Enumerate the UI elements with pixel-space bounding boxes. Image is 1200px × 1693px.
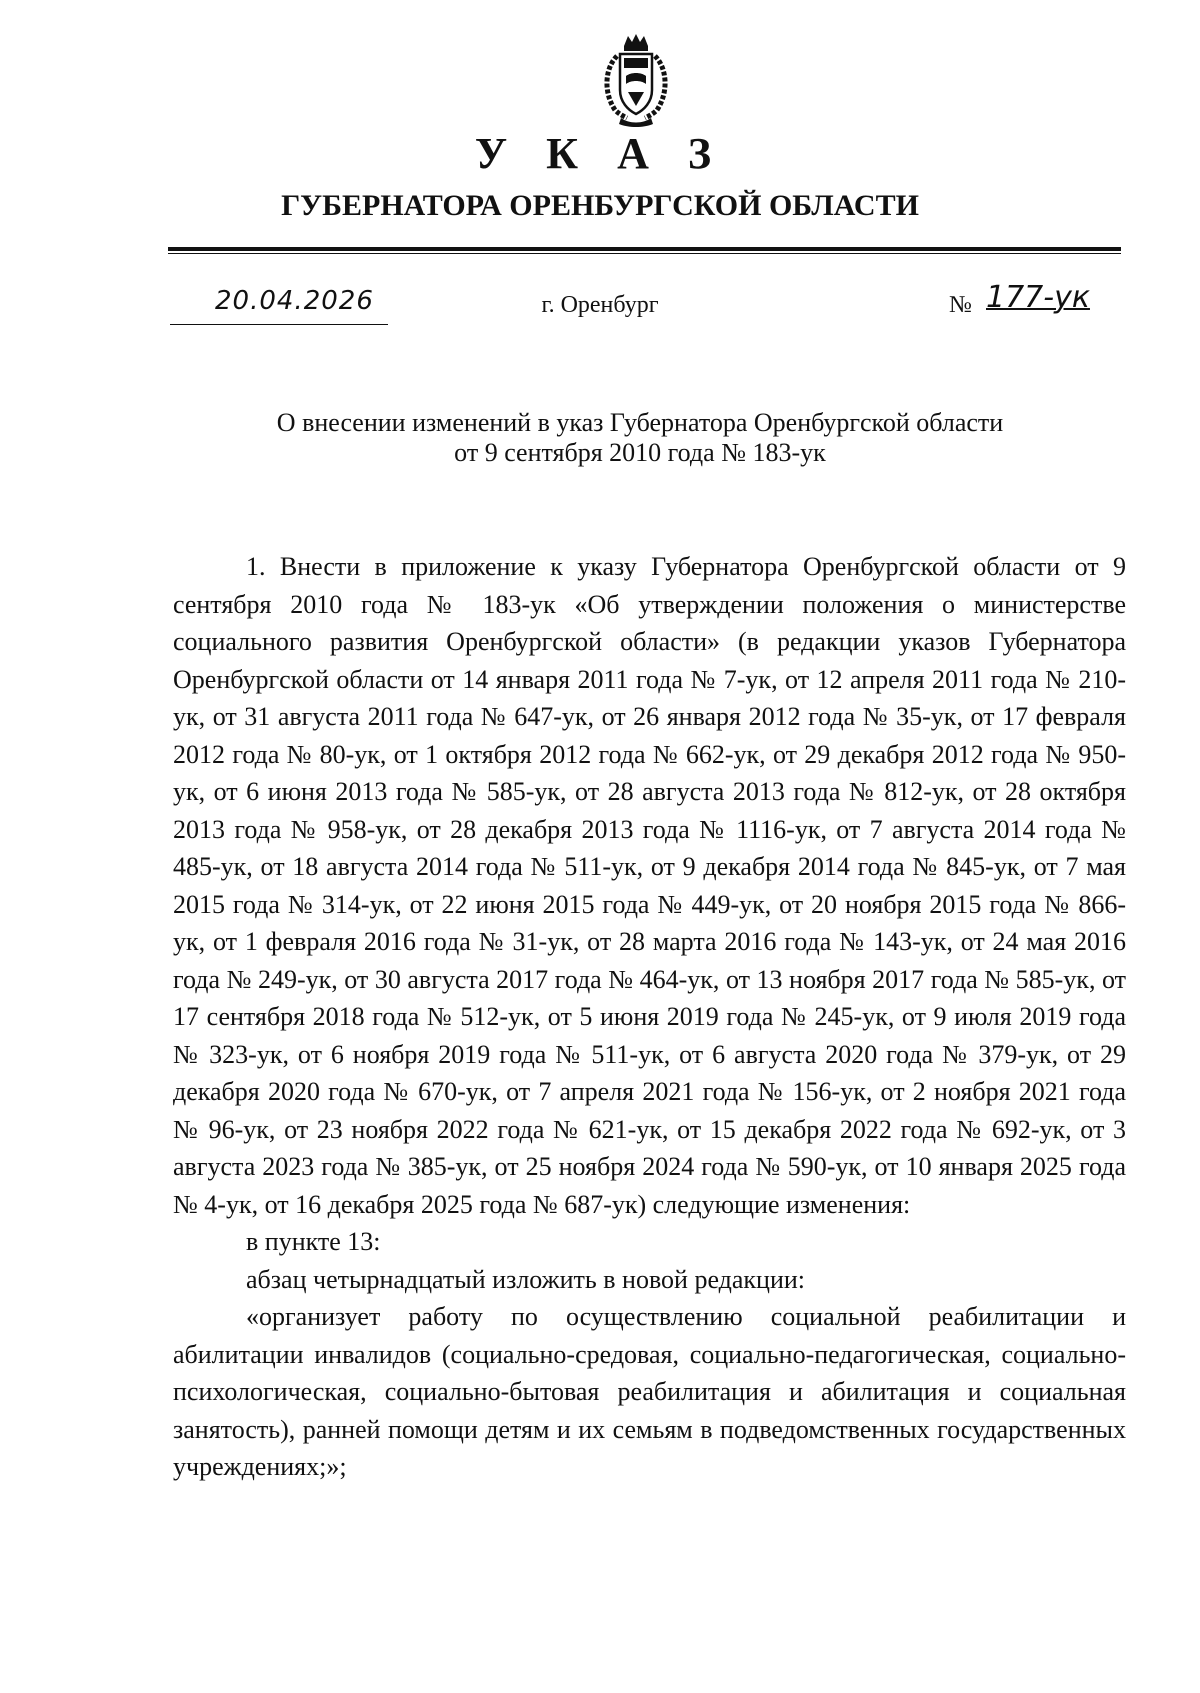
header-divider-thick: [168, 247, 1121, 251]
coat-of-arms-icon: [597, 32, 675, 128]
document-subject: [200, 408, 1080, 468]
number-sign: №: [949, 292, 972, 318]
subject-line-2: от 9 сентября 2010 года № 183-ук: [454, 438, 826, 467]
body-paragraph-3: абзац четырнадцатый изложить в новой редакции:: [246, 1264, 806, 1294]
subject-line-1: О внесении изменений в указ Губернатора Оренбургской области: [276, 408, 1004, 437]
header-divider-thin: [168, 253, 1121, 254]
body-paragraph-2: в пункте 13:: [246, 1227, 381, 1256]
document-number-field: [949, 280, 1129, 328]
city-label: г. Оренбург: [541, 292, 659, 318]
issuer-title: ГУБЕРНАТОРА ОРЕНБУРГСКОЙ ОБЛАСТИ: [281, 189, 919, 222]
handwritten-date: 20.04.2026: [215, 286, 374, 316]
document-type-title: У К А З: [474, 129, 726, 178]
document-body: [173, 548, 1126, 1486]
handwritten-document-number: 177-ук: [986, 280, 1090, 315]
body-paragraph-4: «организует работу по осуществлению социальной реабилитации и абилитации инвалидов (социально-средовая, социально-педагогическая, социально-психологическая, социально-бытовая реабилитация и абилитация и социальная занятость), ранней помощи детям и их семьям в подведомственных государственных учреждениях;»;: [173, 1302, 1126, 1481]
document-meta-row: [0, 280, 1200, 330]
body-paragraph-1: 1. Внести в приложение к указу Губернатора Оренбургской области от 9 сентября 2010 года № 183-ук «Об утверждении положения о министерстве социального развития Оренбургской области» (в редакции указов Губернатора Оренбургской области от 14 января 2011 года № 7-ук, от 12 апреля 2011 года № 210-ук, от 31 августа 2011 года № 647-ук, от 26 января 2012 года № 35-ук, от 17 февраля 2012 года № 80-ук, от 1 октября 2012 года № 662-ук, от 29 декабря 2012 года № 950-ук, от 6 июня 2013 года № 585-ук, от 28 августа 2013 года № 812-ук, от 28 октября 2013 года № 958-ук, от 28 декабря 2013 года № 1116-ук, от 7 августа 2014 года № 485-ук, от 18 августа 2014 года № 511-ук, от 9 декабря 2014 года № 845-ук, от 7 мая 2015 года № 314-ук, от 22 июня 2015 года № 449-ук, от 20 ноября 2015 года № 866-ук, от 1 февраля 2016 года № 31-ук, от 28 марта 2016 года № 143-ук, от 24 мая 2016 года № 249-ук, от 30 августа 2017 года № 464-ук, от 13 ноября 2017 года № 585-ук, от 17 сентября 2018 года № 512-ук, от 5 июня 2019 года № 245-ук, от 9 июля 2019 года № 323-ук, от 6 ноября 2019 года № 511-ук, от 6 августа 2020 года № 379-ук, от 29 декабря 2020 года № 670-ук, от 7 апреля 2021 года № 156-ук, от 2 ноября 2021 года № 96-ук, от 23 ноября 2022 года № 621-ук, от 15 декабря 2022 года № 692-ук, от 3 августа 2023 года № 385-ук, от 25 ноября 2024 года № 590-ук, от 10 января 2025 года № 4-ук, от 16 декабря 2025 года № 687-ук) следующие изменения:: [173, 552, 1126, 1219]
